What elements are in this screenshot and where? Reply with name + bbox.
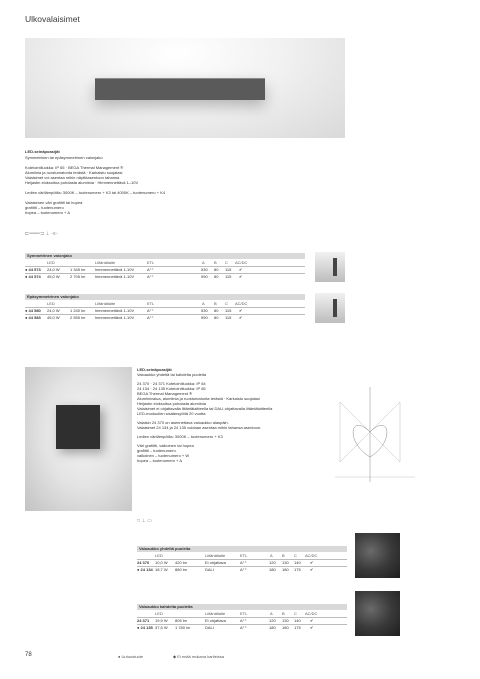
table-cell: 175 (294, 625, 301, 630)
table-cell: A⁺⁺ (240, 567, 247, 572)
table-cell: ● 44 583 (25, 315, 41, 320)
table-header-cell: C (225, 301, 228, 306)
table-two-title: Valoaukko kahdelta puolelta (137, 604, 347, 610)
table-cell: 80 (214, 267, 219, 272)
table-cell: 805 lm (175, 618, 188, 623)
table-cell: 140 (294, 560, 301, 565)
table-cell: A⁺⁺ (240, 625, 247, 630)
product2-line: Väri grafiitti, valkoinen tai hopea (137, 443, 194, 448)
table-cell: A⁺⁺ (147, 308, 154, 313)
table-header-cell: ETL (240, 611, 248, 616)
table-cell: ● 24 134 (137, 567, 153, 572)
table-one-title: Valoaukko yhdeltä puolelta (137, 546, 347, 552)
table-row (25, 308, 305, 313)
col-led: LED (47, 260, 55, 265)
col-driver: Liitäntälaite (95, 260, 116, 265)
product2-line: Valaisimet ei ohjattavalla liitäntälaitteella tai DALI-ohjattavalla liitäntälaitteella (137, 406, 273, 411)
table-cell: 990 (201, 274, 208, 279)
table-cell: ✔ (310, 618, 314, 623)
table-cell: A⁺⁺ (240, 560, 247, 565)
product1-heading: LED-seinäpoasijät (25, 149, 60, 154)
product2-line: valkoinen – tuotenumero + W (137, 453, 190, 458)
table-cell: 1 240 lm (70, 308, 86, 313)
table-header-cell: Liitäntälaite (205, 553, 226, 558)
table-divider (25, 314, 305, 315)
symmetric-light-thumbnail (315, 252, 345, 282)
table-cell: ● 44 573 (25, 267, 41, 272)
table-cell: ✔ (239, 274, 243, 279)
table-one-header (137, 553, 347, 558)
table-header-cell: AC/DC (235, 301, 248, 306)
table-row (137, 625, 347, 630)
product2-line: hopea – tuotenumero + A (137, 458, 183, 463)
table-cell: 45,0 W (47, 315, 60, 320)
table-header-cell: Liitäntälaite (95, 301, 116, 306)
table-cell: ● 44 574 (25, 274, 41, 279)
table-divider (25, 266, 305, 267)
table-cell: 120 (269, 618, 276, 623)
table-cell: 80 (214, 315, 219, 320)
table-cell: 120 (269, 560, 276, 565)
table-header-cell: B (214, 301, 217, 306)
product1-color-option: grafiitti – tuotenumero (25, 205, 64, 210)
product2-line: 24 134 · 24 135 Kotelointiluokka: IP 65 (137, 386, 206, 391)
table-divider (137, 566, 347, 567)
table-cell: 115 (225, 308, 232, 313)
table-header-cell: C (294, 611, 297, 616)
table-cell: A⁺⁺ (147, 267, 154, 272)
table-cell: ● 44 580 (25, 308, 41, 313)
table-cell: A⁺⁺ (147, 274, 154, 279)
table-row (137, 567, 347, 572)
product1-subheading: Symmetrinen tai epäsymmetrinen valonjako (25, 155, 103, 160)
legend-discontinued: ◆ Ei enää mukana kartieissa (173, 654, 225, 659)
table-cell: 180 (269, 625, 276, 630)
table-header-cell: A (270, 611, 273, 616)
product1-colors-title: Valaisimen väri grafiitti tai hopea (25, 200, 83, 205)
product2-heading: LED-seinäpoasijät (137, 367, 172, 372)
table-divider (137, 624, 347, 625)
table-header-cell: AC/DC (305, 611, 318, 616)
table-divider (25, 273, 305, 274)
table-header-cell: B (282, 611, 285, 616)
table-cell: ✔ (310, 625, 314, 630)
table-cell: A⁺⁺ (147, 315, 154, 320)
table-cell: 130 (282, 618, 289, 623)
table-cell: 130 (282, 560, 289, 565)
product2-line: Heijastin eloksoitua puhdasta alumiinia (137, 401, 206, 406)
table-cell: 530 (201, 308, 208, 313)
table-cell: 880 lm (175, 567, 188, 572)
table-header-cell: B (282, 553, 285, 558)
table-cell: 180 (282, 567, 289, 572)
table-cell: 45,0 W (47, 274, 60, 279)
table-cell: 18,7 W (155, 567, 168, 572)
table-cell: 19,9 W (155, 618, 168, 623)
table-sym-header (25, 260, 305, 265)
table-cell: 2 705 lm (70, 274, 86, 279)
page-number: 78 (25, 652, 32, 658)
table-cell: 180 (282, 625, 289, 630)
table-cell: 24 371 (137, 618, 150, 623)
table-header-cell: A (202, 301, 205, 306)
table-cell: 24 370 (137, 560, 150, 565)
table-cell: 37,5 W (155, 625, 168, 630)
table-cell: Ei ohjattava (205, 560, 226, 565)
table-cell: Ei ohjattava (205, 618, 226, 623)
product2-line: BEGA Thermal Management ® (137, 391, 193, 396)
legend-new-product: ● Uutuustuote (118, 654, 144, 659)
table-cell: himmennettävä 1-10V (95, 274, 135, 279)
product1-line: Valaisimet voi asentaa mihin näyttöasentoon tahansa (25, 175, 120, 180)
technical-drawing (330, 382, 430, 492)
table-cell: 530 (201, 267, 208, 272)
table-cell: 175 (294, 567, 301, 572)
table-cell: DALI (205, 625, 214, 630)
product1-color-option: hopea – tuotenumero + A (25, 210, 71, 215)
table-cell: 24,0 W (47, 308, 60, 313)
table-cell: ✔ (310, 567, 314, 572)
table-header-cell: C (294, 553, 297, 558)
table-header-cell: LED (155, 553, 163, 558)
col-acdc: AC/DC (235, 260, 248, 265)
table-cell: ✔ (239, 267, 243, 272)
product1-color-temp: Ledien värilämpötila: 3000K – tuotenumero + K3 tai 4000K – tuotenumero + K4 (25, 190, 166, 195)
table-sym-title: Symmetrinen valonjako (25, 253, 305, 259)
table-asym-header (25, 301, 305, 306)
product2-subheading: Valoaukko yhdeltä tai kahdelta puolelta (137, 372, 207, 377)
dimension-icons: □ ⊥ ▭ (137, 518, 152, 524)
table-divider (137, 617, 347, 618)
table-cell: 420 lm (175, 560, 188, 565)
table-cell: 140 (294, 618, 301, 623)
table-row (25, 274, 305, 279)
table-cell: 1 345 lm (70, 267, 86, 272)
table-row (137, 618, 347, 623)
table-cell: 990 (201, 315, 208, 320)
table-header-cell: LED (47, 301, 55, 306)
table-header-cell: Liitäntälaite (205, 611, 226, 616)
one-side-light-thumbnail (355, 533, 400, 578)
table-cell: DALI (205, 567, 214, 572)
col-etl: ETL (147, 260, 155, 265)
col-c: C (225, 260, 228, 265)
table-cell: ✔ (310, 560, 314, 565)
table-cell: 80 (214, 274, 219, 279)
dimension-icons: ⊏═══⊐ ⊥ ◦≡◦ (25, 231, 58, 237)
table-two-header (137, 611, 347, 616)
table-cell: ✔ (239, 315, 243, 320)
table-cell: 115 (225, 315, 232, 320)
asymmetric-light-thumbnail (315, 293, 345, 323)
table-cell: ✔ (239, 308, 243, 313)
table-header-cell: A (270, 553, 273, 558)
table-divider (25, 307, 305, 308)
product1-line: Alumiinia ja ruostumatonta terästä · Karkaistu suojalasi (25, 170, 123, 175)
table-cell: 115 (225, 267, 232, 272)
product2-line: LED-moduulien sisäänsyöttä 20 vuotta (137, 411, 206, 416)
table-header-cell: ETL (240, 553, 248, 558)
table-cell: 24,0 W (47, 267, 60, 272)
table-cell: himmennettävä 1-10V (95, 308, 135, 313)
table-cell: himmennettävä 1-10V (95, 267, 135, 272)
table-asym-title: Epäsymmetrinen valonjako (25, 294, 305, 300)
table-row (137, 560, 347, 565)
table-cell: himmennettävä 1-10V (95, 315, 135, 320)
product2-line: Valaisin 24 370 on asennettava valoaukko alaspäin. (137, 420, 229, 425)
table-cell: 1 780 lm (175, 625, 191, 630)
table-header-cell: LED (155, 611, 163, 616)
page-title: Ulkovalaisimet (25, 14, 80, 24)
linear-wall-luminaire-image (95, 78, 265, 100)
table-divider (137, 559, 347, 560)
product2-line: Alumiinivalua, alumiinia ja ruostumatonta terästä · Karkaistu suojalasi (137, 396, 260, 401)
col-a: A (202, 260, 205, 265)
col-b: B (214, 260, 217, 265)
product2-line: 24 370 · 24 371 Kotelointiluokka: IP 64 (137, 381, 206, 386)
table-cell: 2 555 lm (70, 315, 86, 320)
table-cell: ● 24 135 (137, 625, 153, 630)
table-cell: A⁺⁺ (240, 618, 247, 623)
table-header-cell: AC/DC (305, 553, 318, 558)
product2-line: grafiitti – tuotenumero (137, 448, 176, 453)
table-row (25, 315, 305, 320)
product2-line: Valaisimet 24 134 ja 24 135 voidaan asentaa mihin tahansa asentoon. (137, 425, 262, 430)
product1-line: Kotelointiluokka: IP 65 · BEGA Thermal Management ® (25, 165, 124, 170)
two-side-light-thumbnail (355, 591, 400, 636)
product1-line: Heijastin eloksoitua puhdasta alumiinia · Himmennettävä 1–10V (25, 180, 139, 185)
table-cell: 180 (269, 567, 276, 572)
table-row (25, 267, 305, 272)
table-cell: 10,0 W (155, 560, 168, 565)
product2-line: Ledien värilämpötila: 3000K – tuotenumero + K3 (137, 434, 223, 439)
table-header-cell: ETL (147, 301, 155, 306)
table-cell: 115 (225, 274, 232, 279)
table-cell: 80 (214, 308, 219, 313)
cube-wall-luminaire-image (56, 405, 100, 449)
